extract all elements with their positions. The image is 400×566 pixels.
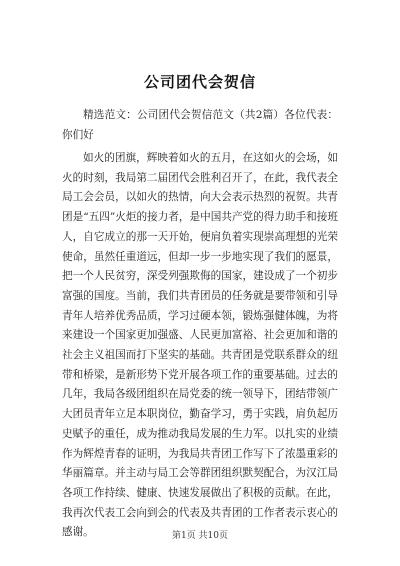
page-number-footer: 第1页 共10页 <box>171 531 229 541</box>
document-title: 公司团代会贺信 <box>143 73 256 91</box>
intro-paragraph: 精选范文：公司团代会贺信范文（共2篇）各位代表：你们好 <box>62 109 338 141</box>
body-paragraph: 如火的团旗，辉映着如火的五月，在这如火的会场，如火的时刻，我局第二届团代会胜利召开了，在此，我代表全局工会会员，以如火的热情，向大会表示热烈的祝贺。共青团是“五四”火炬的接力者，是中国共产党的得力助手和接班人，自它成立的那一天开始，便肩负着实现崇高理想的光荣使命，虽然任重道远，但却一步一步地实现了我们的愿景，把一个人民贫穷，深受列强欺侮的国家，建设成了一个初步富强的国度。当前，我们共青团员的任务就是要带领和引导青年人培养优秀品质，学习过硬本领，锻炼强健体魄，为将来建设一个国家更加强盛、人民更加富裕、社会更加和谐的社会主义祖国而打下坚实的基础。共青团是党联系群众的纽带和桥梁，是新形势下党开展各项工作的重要基础。过去的几年，我局各级团组织在局党委的统一领导下，团结带领广大团员青年立足本职岗位，勤奋学习，勇于实践，肩负起历史赋予的重任，成为推动我局发展的生力军。以扎实的业绩作为辉煌青春的证明，为我局共青团工作写下了浓墨重彩的华丽篇章。并主动与局工会等群团组织默契配合，为汉江局各项工作持续、健康、快速发展做出了积极的贡献。在此，我再次代表工会向到会的代表及共青团的工作者表示衷心的感谢。 <box>62 152 338 539</box>
